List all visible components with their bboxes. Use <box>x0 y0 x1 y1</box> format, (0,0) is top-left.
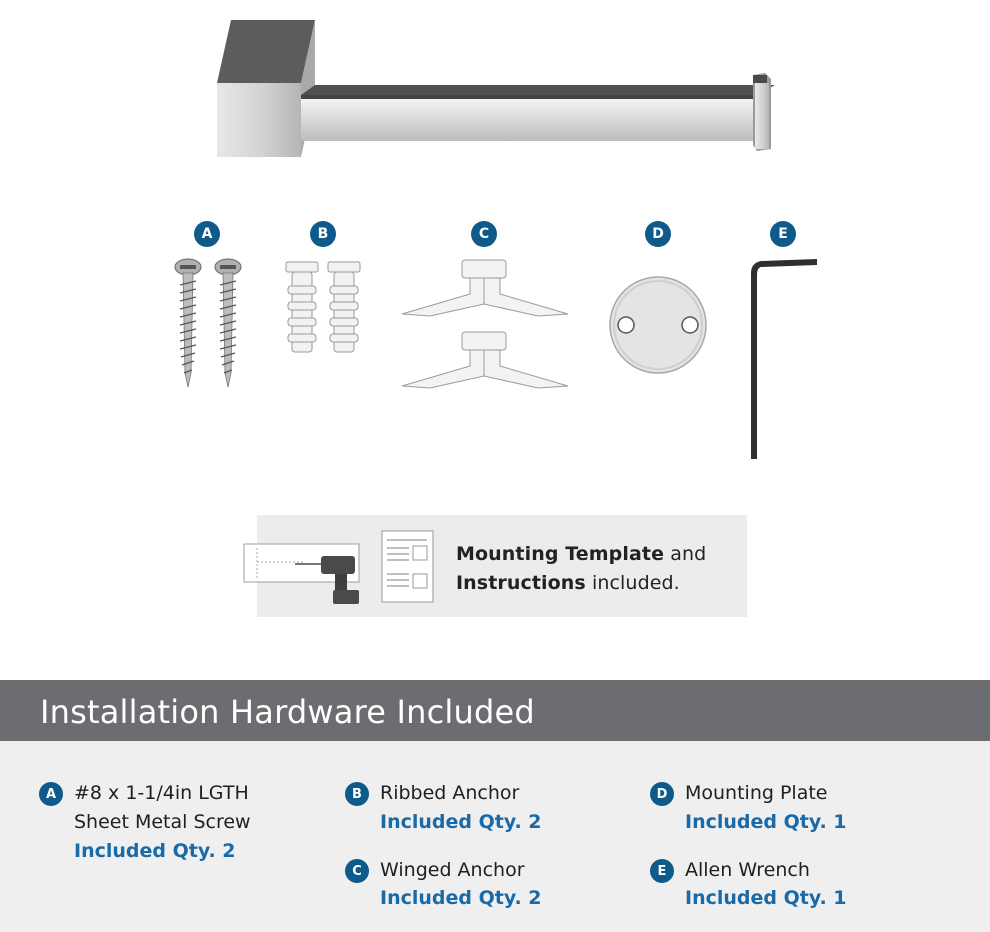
mounting-template-caption <box>456 540 706 598</box>
template-rest-2: included. <box>585 572 680 594</box>
template-rest-1: and <box>664 543 707 565</box>
ribbed-anchor-icon <box>282 258 368 362</box>
winged-anchor-icon <box>400 256 572 392</box>
toilet-paper-holder-image <box>205 15 785 160</box>
part-b-badge: B <box>310 221 336 247</box>
list-badge-e: E <box>650 859 674 883</box>
part-a-badge: A <box>194 221 220 247</box>
part-b-qty: Included Qty. 2 <box>380 811 542 833</box>
part-a-name-line2: Sheet Metal Screw <box>74 811 251 833</box>
part-c-name: Winged Anchor <box>380 859 525 881</box>
part-b-name: Ribbed Anchor <box>380 782 520 804</box>
screw-icon <box>168 255 248 393</box>
list-badge-d: D <box>650 782 674 806</box>
part-e-badge: E <box>770 221 796 247</box>
template-strong-1: Mounting Template <box>456 543 665 565</box>
template-strong-2: Instructions <box>456 572 586 594</box>
part-d-qty: Included Qty. 1 <box>685 811 847 833</box>
part-e-name: Allen Wrench <box>685 859 810 881</box>
list-badge-a: A <box>39 782 63 806</box>
list-badge-c: C <box>345 859 369 883</box>
part-c-qty: Included Qty. 2 <box>380 887 542 909</box>
part-d-name: Mounting Plate <box>685 782 828 804</box>
allen-wrench-icon <box>745 255 821 463</box>
part-d-badge: D <box>645 221 671 247</box>
instructions-sheet-icon <box>381 530 435 604</box>
part-c-badge: C <box>471 221 497 247</box>
part-e-qty: Included Qty. 1 <box>685 887 847 909</box>
drill-icon <box>243 540 367 606</box>
hardware-banner-title: Installation Hardware Included <box>40 693 535 731</box>
list-badge-b: B <box>345 782 369 806</box>
mounting-plate-icon <box>606 275 710 375</box>
part-a-name-line1: #8 x 1-1/4in LGTH <box>74 782 249 804</box>
part-a-qty: Included Qty. 2 <box>74 840 236 862</box>
